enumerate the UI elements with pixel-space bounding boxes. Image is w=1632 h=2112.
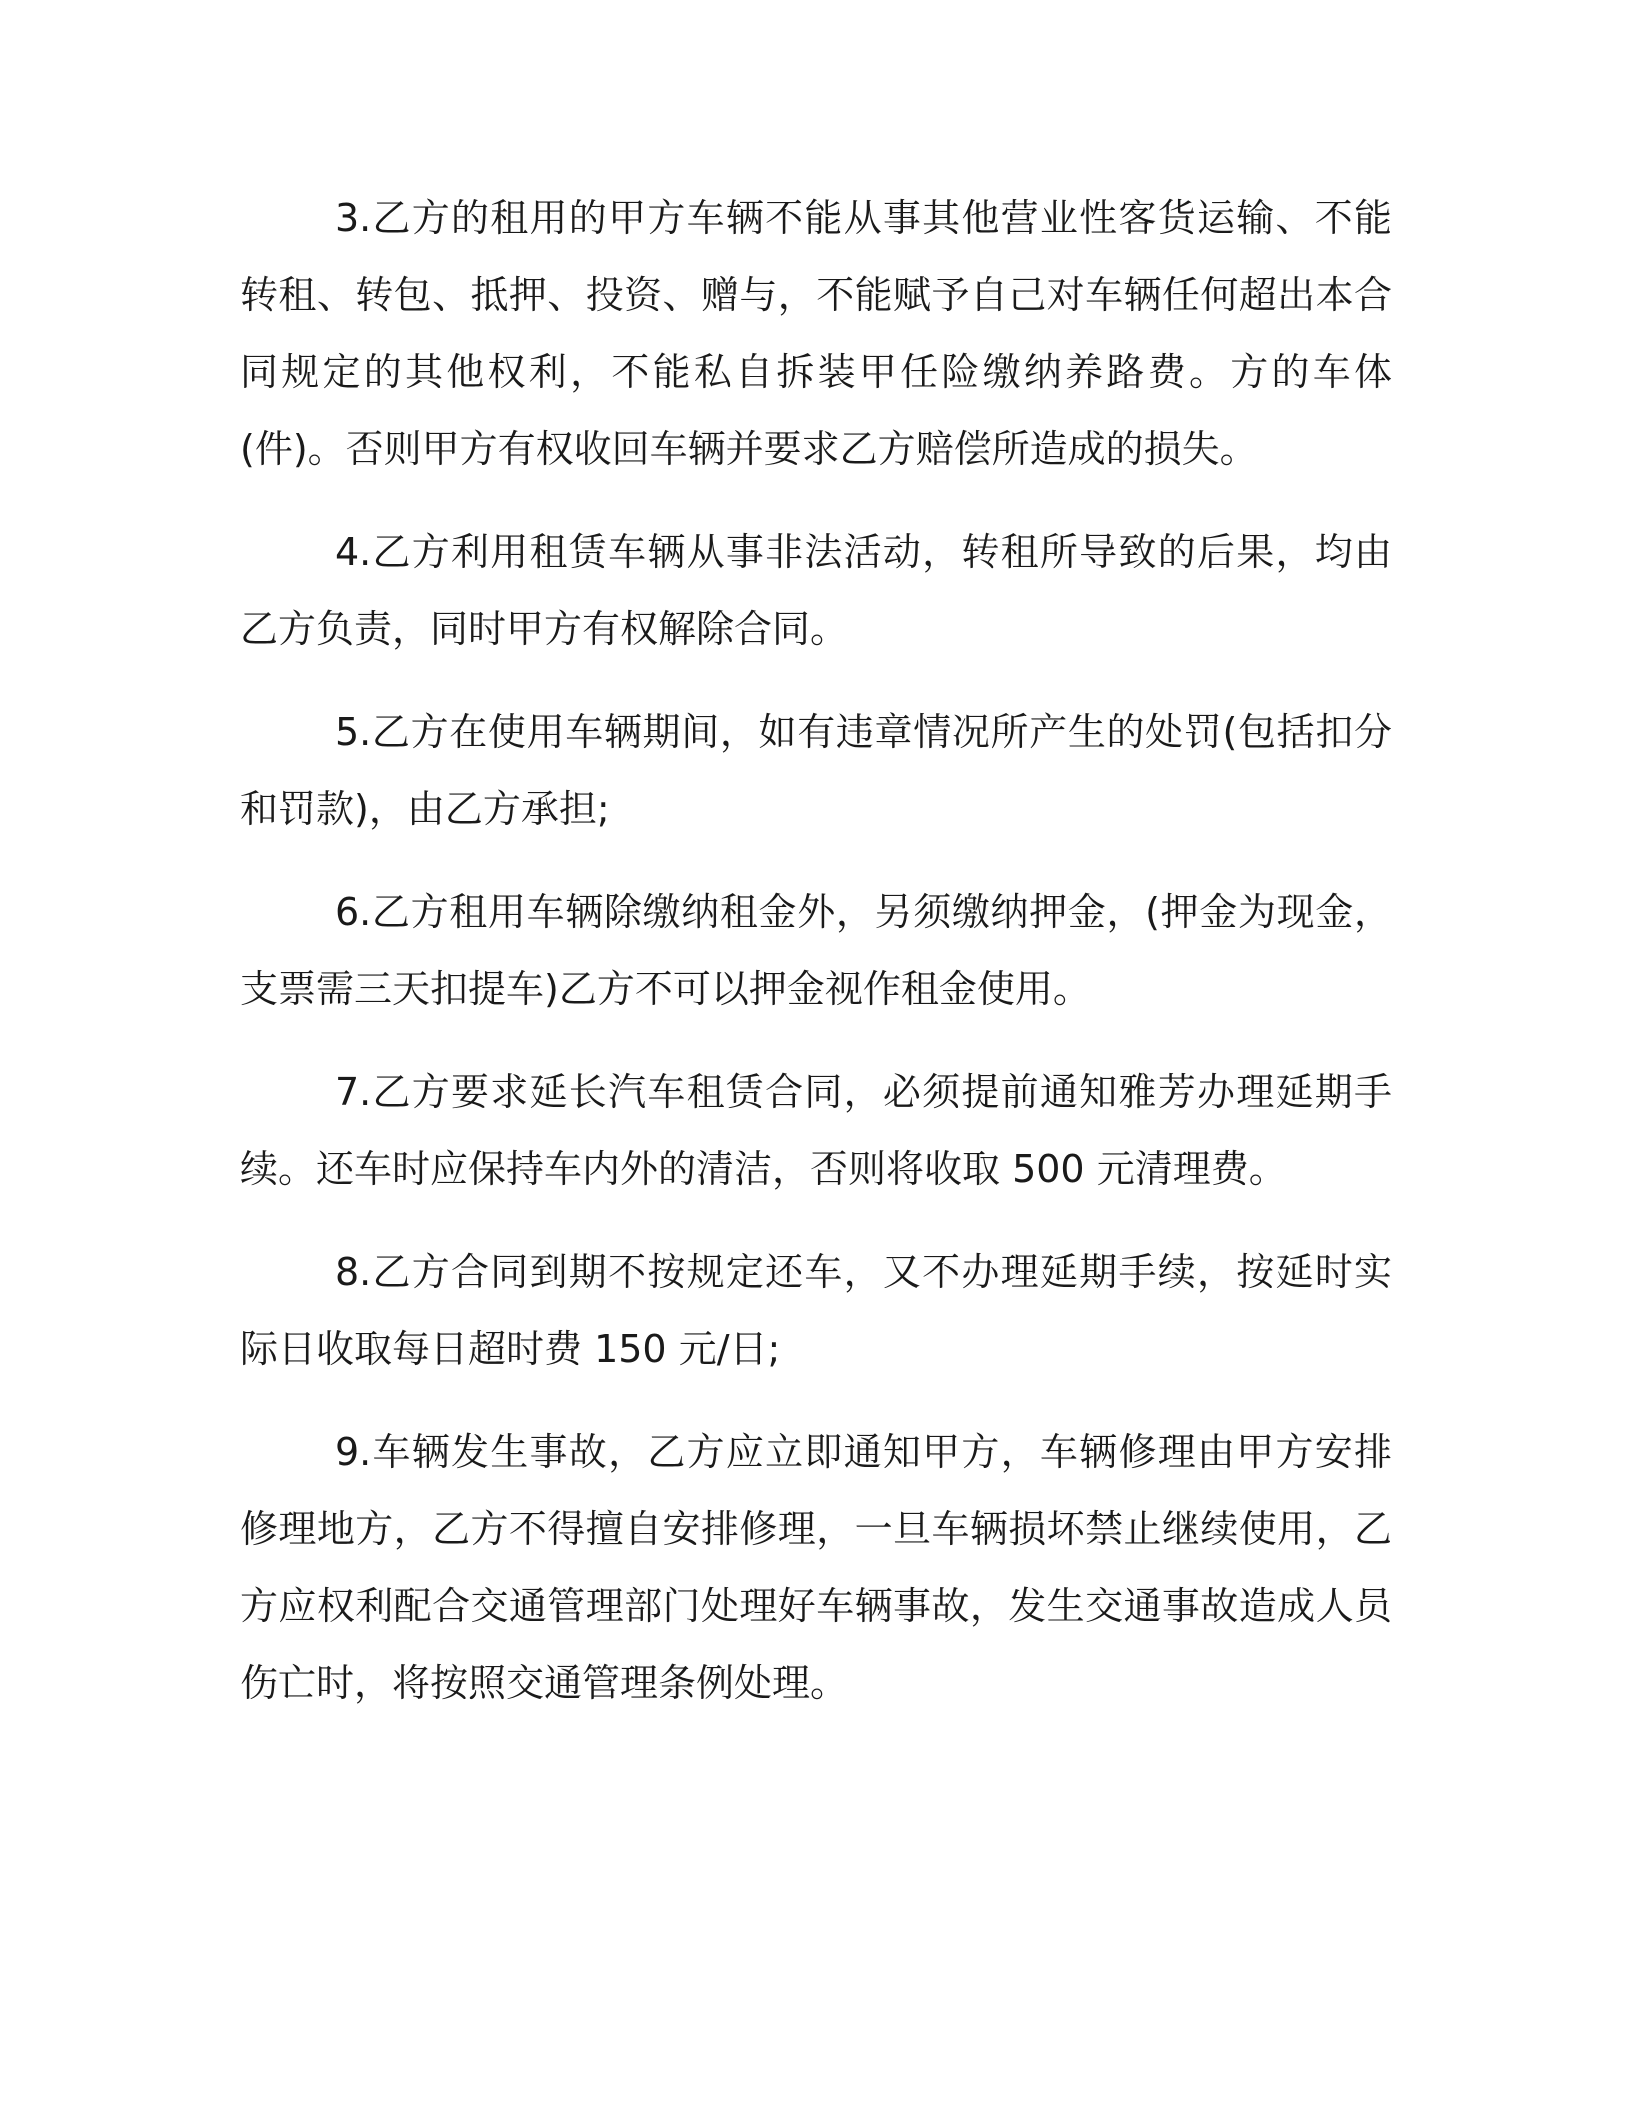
clause-6: 6.乙方租用车辆除缴纳租金外，另须缴纳押金，(押金为现金，支票需三天扣提车)乙方不可以押金视作租金使用。 [240,890,1392,1011]
clause-9: 9.车辆发生事故，乙方应立即通知甲方，车辆修理由甲方安排修理地方，乙方不得擅自安排修理，一旦车辆损坏禁止继续使用，乙方应权利配合交通管理部门处理好车辆事故，发生交通事故造成人员伤亡时，将按照交通管理条例处理。 [240,1430,1392,1705]
clause-7: 7.乙方要求延长汽车租赁合同，必须提前通知雅芳办理延期手续。还车时应保持车内外的清洁，否则将收取 500 元清理费。 [240,1070,1392,1191]
clause-8: 8.乙方合同到期不按规定还车，又不办理延期手续，按延时实际日收取每日超时费 150 元/日; [240,1250,1392,1371]
clause-4: 4.乙方利用租赁车辆从事非法活动，转租所导致的后果，均由乙方负责，同时甲方有权解除合同。 [240,530,1392,651]
clause-5: 5.乙方在使用车辆期间，如有违章情况所产生的处罚(包括扣分和罚款)，由乙方承担; [240,710,1392,831]
clause-3: 3.乙方的租用的甲方车辆不能从事其他营业性客货运输、不能转租、转包、抵押、投资、赠与，不能赋予自己对车辆任何超出本合同规定的其他权利，不能私自拆装甲任险缴纳养路费。方的车体(件)。否则甲方有权收回车辆并要求乙方赔偿所造成的损失。 [240,196,1392,471]
document-body [240,180,1392,1748]
